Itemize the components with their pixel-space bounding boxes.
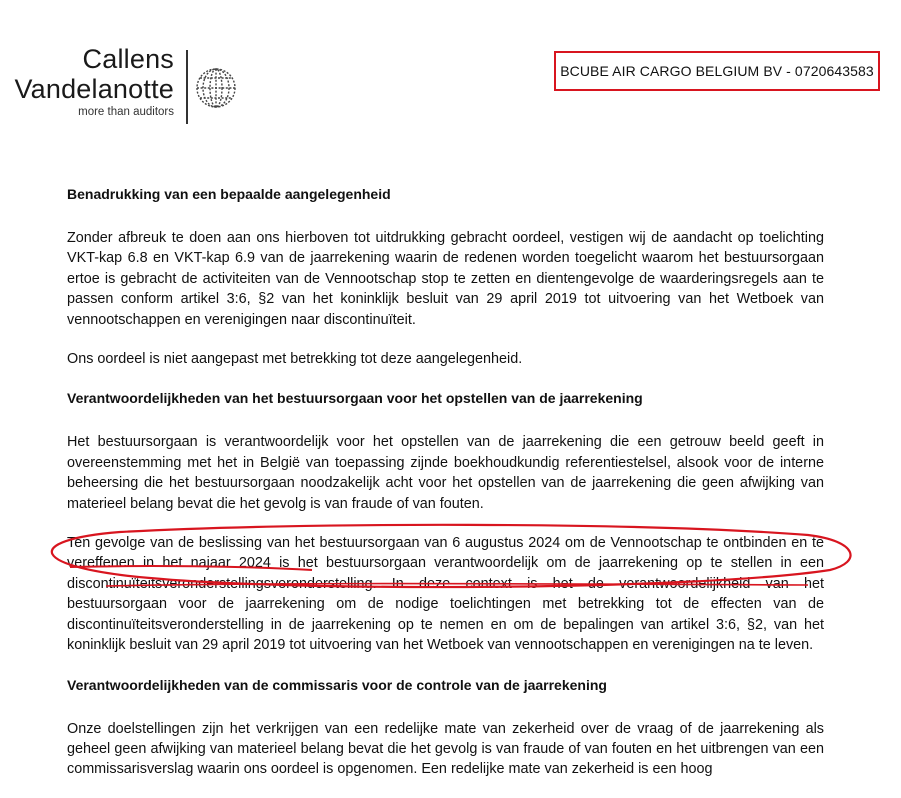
section-heading-board-responsibilities: Verantwoordelijkheden van het bestuursorgaan voor het opstellen van de jaarrekening bbox=[67, 390, 643, 407]
paragraph-emphasis-1: Zonder afbreuk te doen aan ons hierboven tot uitdrukking gebracht oordeel, vestigen wij de aandacht op toelichting VKT-kap 6.8 en VKT-kap 6.9 van de jaarrekening waarin de redenen worden toegelicht waarom het bestuursorgaan ertoe is gebracht de activiteiten van de Vennootschap stop te zetten en dientengevolge de waarderingsregels aan te passen conform artikel 3:6, §2 van het koninklijk besluit van 29 april 2019 tot uitvoering van het Wetboek van vennootschappen en verenigingen naar discontinuïteit. bbox=[67, 230, 824, 328]
section-heading-auditor-responsibilities: Verantwoordelijkheden van de commissaris voor de controle van de jaarrekening bbox=[67, 676, 607, 693]
paragraph-auditor-1: Onze doelstellingen zijn het verkrijgen van een redelijke mate van zekerheid over de vraag of de jaarrekening als geheel geen afwijking van materieel belang bevat die het gevolg is van fraude of van fouten en het uitbrengen van een commissarisverslag waarin ons oordeel is opgenomen. Een redelijke mate van zekerheid is een hoog bbox=[67, 720, 824, 778]
logo-text bbox=[14, 44, 174, 119]
company-id-text: BCUBE AIR CARGO BELGIUM BV - 0720643583 bbox=[560, 63, 874, 79]
logo-tagline: more than auditors bbox=[78, 106, 174, 118]
logo-line-vandelanotte: Vandelanotte bbox=[14, 74, 174, 104]
section-heading-emphasis: Benadrukking van een bepaalde aangelegenheid bbox=[67, 186, 391, 202]
company-logo bbox=[6, 44, 246, 124]
company-id-box bbox=[554, 51, 880, 91]
logo-line-callens: Callens bbox=[82, 44, 174, 74]
document-body bbox=[67, 184, 824, 780]
paragraph-board-1: Het bestuursorgaan is verantwoordelijk voor het opstellen van de jaarrekening die een getrouw beeld geeft in overeenstemming met het in België van toepassing zijnde boekhoudkundig referentiestelsel, alsook voor de interne beheersing die het bestuursorgaan noodzakelijk acht voor het opstellen van de jaarrekening die geen afwijking van materieel belang bevat die het gevolg is van fraude of van fouten. bbox=[67, 434, 824, 512]
globe-mark-icon bbox=[194, 66, 238, 110]
paragraph-emphasis-2: Ons oordeel is niet aangepast met betrekking tot deze aangelegenheid. bbox=[67, 351, 523, 368]
logo-divider bbox=[186, 50, 188, 124]
paragraph-board-2: Ten gevolge van de beslissing van het bestuursorgaan van 6 augustus 2024 om de Vennootschap te ontbinden en te vereffenen in het najaar 2024 is het bestuursorgaan verantwoordelijk om de jaarrekening op te stellen in een discontinuïteitsveronderstellingsveronderstelling. In deze context is het de verantwoordelijkheid van het bestuursorgaan voor de jaarrekening om de nodige toelichtingen met betrekking tot de effecten van de discontinuïteitsveronderstelling in de jaarrekening op te nemen en om de bepalingen van artikel 3:6, §2, van het koninklijk besluit van 29 april 2019 tot uitvoering van het Wetboek van vennootschappen en verenigingen na te leven. bbox=[67, 535, 824, 654]
